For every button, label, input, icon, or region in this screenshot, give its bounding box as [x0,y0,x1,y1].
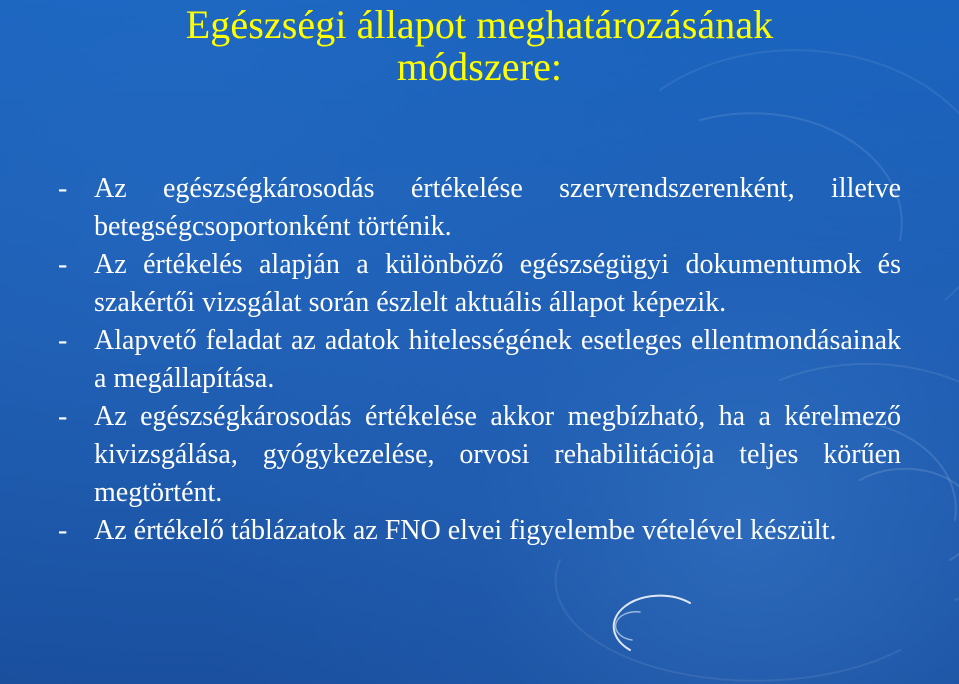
bullet-text: Alapvető feladat az adatok hitelességének esetleges ellentmondásainak a megállapítása. [94,325,901,394]
title-line-2: módszere: [396,44,563,89]
bullet-item [58,246,901,322]
bullet-item [58,512,901,550]
slide-title [20,4,939,88]
bullet-item [58,170,901,246]
title-line-1: Egészségi állapot meghatározásának [185,2,774,47]
bullet-list [58,170,901,550]
bullet-text: Az értékelő táblázatok az FNO elvei figyelembe vételével készült. [94,515,837,546]
bullet-item [58,322,901,398]
bullet-marker: - [58,401,68,432]
bullet-text: Az értékelés alapján a különböző egészségügyi dokumentumok és szakértői vizsgálat során észlelt aktuális állapot képezik. [94,249,901,318]
bullet-text: Az egészségkárosodás értékelése akkor megbízható, ha a kérelmező kivizsgálása, gyógykezelése, orvosi rehabilitációja teljes körűen megtörtént. [94,401,901,508]
bullet-marker: - [58,515,68,546]
bullet-item [58,398,901,512]
bullet-text: Az egészségkárosodás értékelése szervrendszerenként, illetve betegségcsoportonként történik. [94,173,901,242]
bullet-marker: - [58,173,68,204]
bullet-marker: - [58,325,68,356]
bullet-marker: - [58,249,68,280]
